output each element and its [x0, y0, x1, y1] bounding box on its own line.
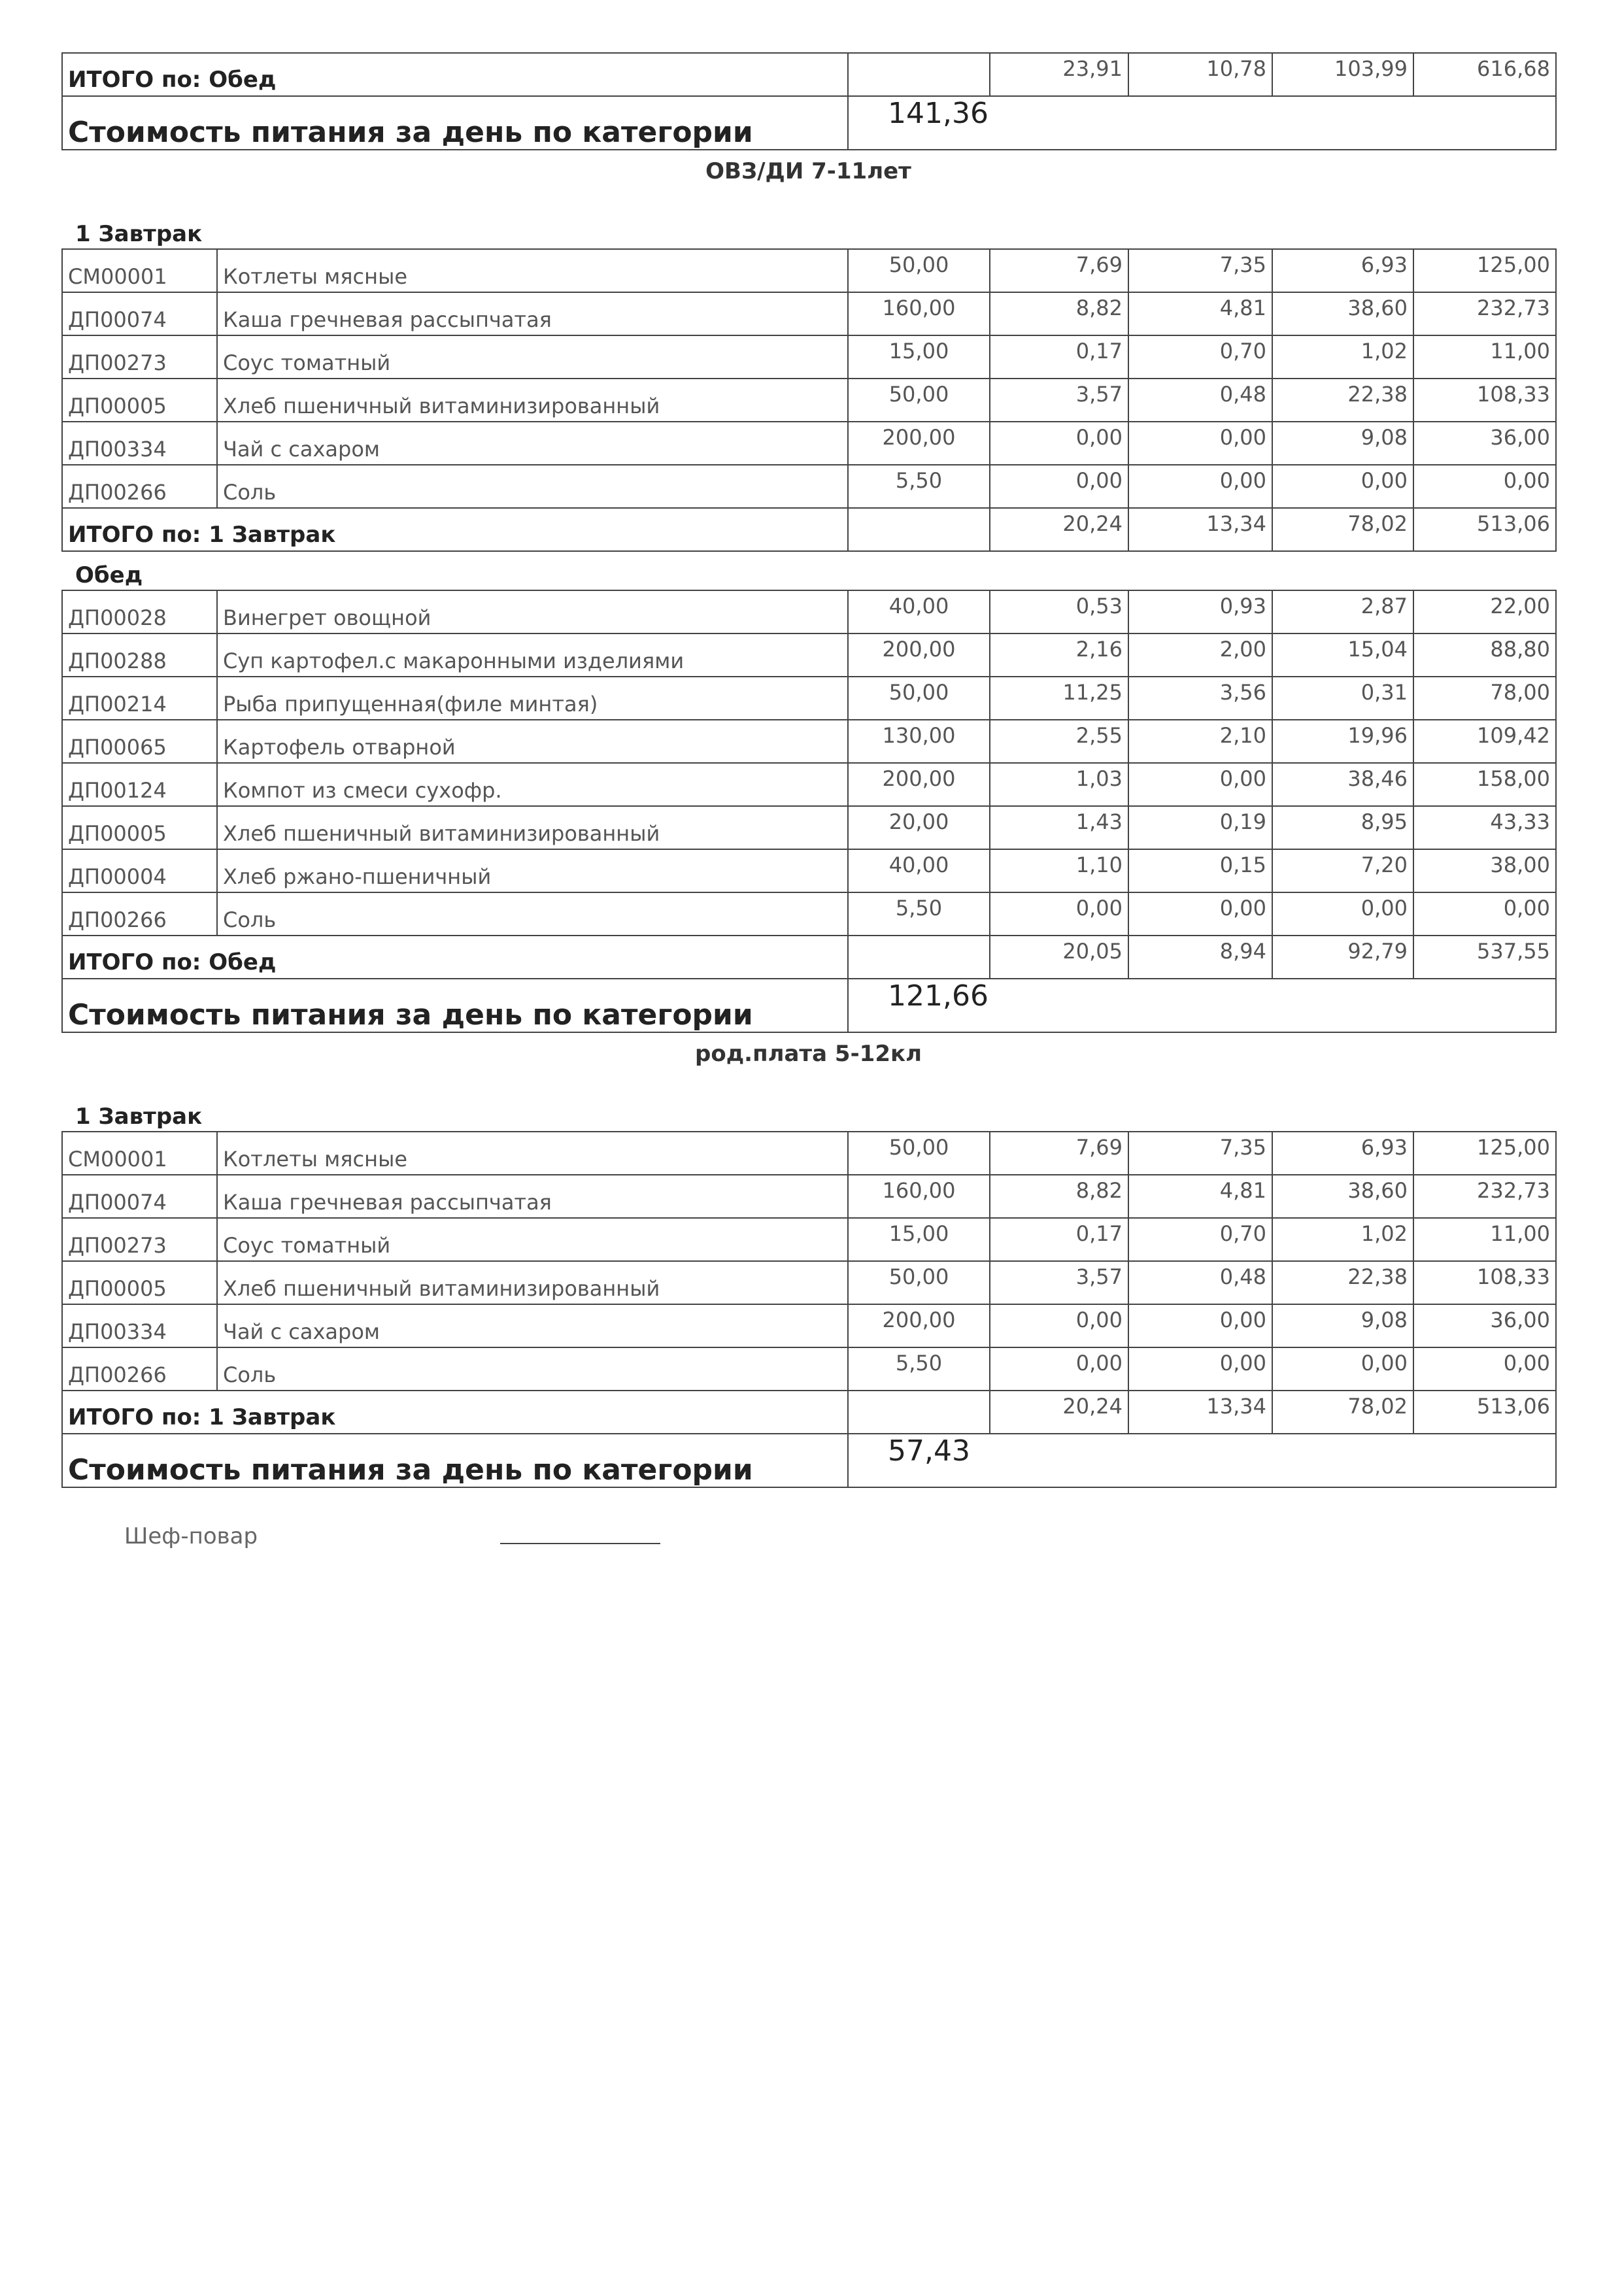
- item-name: Чай с сахаром: [217, 422, 848, 465]
- item-qty: 5,50: [848, 465, 990, 508]
- sections: [61, 158, 1555, 1488]
- menu-table: [61, 1093, 1557, 1488]
- item-qty: 50,00: [848, 677, 990, 720]
- table-row: [62, 633, 1556, 677]
- cost-row: [62, 96, 1556, 150]
- total-row: [62, 936, 1556, 979]
- total-value: 103,99: [1272, 53, 1413, 96]
- item-name: Котлеты мясные: [217, 249, 848, 292]
- item-value: 0,00: [990, 1304, 1128, 1347]
- table-row: [62, 1304, 1556, 1347]
- item-qty: 50,00: [848, 1132, 990, 1175]
- meal-header-row: [62, 1093, 1556, 1132]
- item-value: 8,82: [990, 292, 1128, 335]
- total-value: 78,02: [1272, 1391, 1413, 1434]
- signature-label: Шеф-повар: [124, 1523, 258, 1549]
- item-name: Картофель отварной: [217, 720, 848, 763]
- item-value: 1,02: [1272, 335, 1413, 379]
- item-value: 232,73: [1413, 292, 1556, 335]
- table-row: [62, 1132, 1556, 1175]
- item-name: Соль: [217, 1347, 848, 1391]
- total-value: 13,34: [1128, 1391, 1272, 1434]
- item-value: 2,87: [1272, 590, 1413, 633]
- item-value: 0,00: [990, 422, 1128, 465]
- item-value: 3,57: [990, 379, 1128, 422]
- total-value: 513,06: [1413, 508, 1556, 551]
- item-value: 2,10: [1128, 720, 1272, 763]
- table-row: [62, 379, 1556, 422]
- total-row: [62, 53, 1556, 96]
- item-value: 2,55: [990, 720, 1128, 763]
- item-value: 0,00: [1272, 892, 1413, 936]
- item-qty: 50,00: [848, 249, 990, 292]
- item-value: 0,00: [1272, 1347, 1413, 1391]
- item-value: 22,38: [1272, 379, 1413, 422]
- item-value: 88,80: [1413, 633, 1556, 677]
- item-name: Соус томатный: [217, 1218, 848, 1261]
- item-value: 7,35: [1128, 1132, 1272, 1175]
- item-name: Чай с сахаром: [217, 1304, 848, 1347]
- item-qty: 200,00: [848, 422, 990, 465]
- total-label: ИТОГО по: 1 Завтрак: [62, 1391, 848, 1434]
- meal-header-row: [62, 211, 1556, 249]
- total-row: [62, 508, 1556, 551]
- item-value: 1,03: [990, 763, 1128, 806]
- item-name: Соль: [217, 465, 848, 508]
- total-value: 537,55: [1413, 936, 1556, 979]
- item-name: Каша гречневая рассыпчатая: [217, 292, 848, 335]
- item-qty: 20,00: [848, 806, 990, 849]
- item-qty: 50,00: [848, 379, 990, 422]
- item-qty: 40,00: [848, 590, 990, 633]
- item-value: 1,10: [990, 849, 1128, 892]
- item-qty: 160,00: [848, 292, 990, 335]
- item-name: Каша гречневая рассыпчатая: [217, 1175, 848, 1218]
- item-value: 38,60: [1272, 292, 1413, 335]
- item-code: СМ00001: [62, 1132, 217, 1175]
- item-code: ДП00005: [62, 806, 217, 849]
- item-qty: 5,50: [848, 892, 990, 936]
- item-value: 0,93: [1128, 590, 1272, 633]
- item-value: 11,00: [1413, 335, 1556, 379]
- item-value: 7,69: [990, 1132, 1128, 1175]
- item-value: 8,95: [1272, 806, 1413, 849]
- item-qty: 5,50: [848, 1347, 990, 1391]
- item-value: 36,00: [1413, 422, 1556, 465]
- table-row: [62, 720, 1556, 763]
- item-code: ДП00266: [62, 892, 217, 936]
- total-value: 92,79: [1272, 936, 1413, 979]
- total-label: ИТОГО по: 1 Завтрак: [62, 508, 848, 551]
- item-value: 0,00: [990, 465, 1128, 508]
- total-value: 78,02: [1272, 508, 1413, 551]
- item-value: 6,93: [1272, 1132, 1413, 1175]
- item-code: ДП00214: [62, 677, 217, 720]
- item-value: 7,35: [1128, 249, 1272, 292]
- total-value: 23,91: [990, 53, 1128, 96]
- item-qty: 200,00: [848, 633, 990, 677]
- item-value: 43,33: [1413, 806, 1556, 849]
- table-row: [62, 806, 1556, 849]
- item-value: 0,70: [1128, 1218, 1272, 1261]
- item-value: 125,00: [1413, 1132, 1556, 1175]
- item-value: 1,43: [990, 806, 1128, 849]
- item-name: Суп картофел.с макаронными изделиями: [217, 633, 848, 677]
- table-row: [62, 249, 1556, 292]
- item-value: 0,19: [1128, 806, 1272, 849]
- item-value: 6,93: [1272, 249, 1413, 292]
- cost-value: 57,43: [848, 1434, 1556, 1487]
- item-qty: 130,00: [848, 720, 990, 763]
- item-value: 7,20: [1272, 849, 1413, 892]
- item-value: 9,08: [1272, 422, 1413, 465]
- total-value: 8,94: [1128, 936, 1272, 979]
- item-value: 0,00: [990, 1347, 1128, 1391]
- item-name: Соль: [217, 892, 848, 936]
- item-name: Соус томатный: [217, 335, 848, 379]
- item-value: 0,70: [1128, 335, 1272, 379]
- item-value: 0,17: [990, 335, 1128, 379]
- item-value: 7,69: [990, 249, 1128, 292]
- meal-title: 1 Завтрак: [75, 1104, 203, 1130]
- table-row: [62, 422, 1556, 465]
- total-label: ИТОГО по: Обед: [62, 53, 848, 96]
- item-value: 4,81: [1128, 292, 1272, 335]
- item-name: Хлеб пшеничный витаминизированный: [217, 806, 848, 849]
- item-code: ДП00334: [62, 422, 217, 465]
- item-value: 38,46: [1272, 763, 1413, 806]
- menu-table: [61, 211, 1557, 1033]
- cost-value: 141,36: [848, 96, 1556, 150]
- item-value: 109,42: [1413, 720, 1556, 763]
- total-row: [62, 1391, 1556, 1434]
- item-code: ДП00065: [62, 720, 217, 763]
- item-qty: 15,00: [848, 1218, 990, 1261]
- total-value: 13,34: [1128, 508, 1272, 551]
- total-value: 616,68: [1413, 53, 1556, 96]
- item-code: ДП00266: [62, 465, 217, 508]
- item-qty: 40,00: [848, 849, 990, 892]
- item-value: 22,38: [1272, 1261, 1413, 1304]
- item-value: 22,00: [1413, 590, 1556, 633]
- item-code: ДП00124: [62, 763, 217, 806]
- item-value: 0,31: [1272, 677, 1413, 720]
- item-name: Хлеб пшеничный витаминизированный: [217, 1261, 848, 1304]
- item-value: 0,48: [1128, 1261, 1272, 1304]
- item-value: 78,00: [1413, 677, 1556, 720]
- item-value: 0,00: [1128, 763, 1272, 806]
- table-row: [62, 1218, 1556, 1261]
- item-value: 0,00: [1413, 1347, 1556, 1391]
- table-row: [62, 763, 1556, 806]
- item-code: ДП00005: [62, 1261, 217, 1304]
- item-value: 125,00: [1413, 249, 1556, 292]
- item-code: ДП00334: [62, 1304, 217, 1347]
- table-row: [62, 590, 1556, 633]
- category-title: род.плата 5-12кл: [695, 1041, 922, 1067]
- item-value: 0,00: [1128, 1304, 1272, 1347]
- item-value: 0,00: [1128, 422, 1272, 465]
- cost-row: [62, 979, 1556, 1032]
- category-title: ОВЗ/ДИ 7-11лет: [705, 158, 911, 184]
- item-name: Винегрет овощной: [217, 590, 848, 633]
- item-value: 9,08: [1272, 1304, 1413, 1347]
- item-name: Котлеты мясные: [217, 1132, 848, 1175]
- item-value: 0,17: [990, 1218, 1128, 1261]
- table-row: [62, 1261, 1556, 1304]
- item-code: ДП00273: [62, 335, 217, 379]
- total-label: ИТОГО по: Обед: [62, 936, 848, 979]
- total-value: 20,24: [990, 1391, 1128, 1434]
- item-value: 15,04: [1272, 633, 1413, 677]
- item-value: 158,00: [1413, 763, 1556, 806]
- item-value: 3,57: [990, 1261, 1128, 1304]
- table-row: [62, 465, 1556, 508]
- item-value: 2,00: [1128, 633, 1272, 677]
- item-code: ДП00005: [62, 379, 217, 422]
- item-value: 4,81: [1128, 1175, 1272, 1218]
- item-name: Хлеб пшеничный витаминизированный: [217, 379, 848, 422]
- item-code: ДП00074: [62, 292, 217, 335]
- item-value: 0,00: [1413, 892, 1556, 936]
- total-value: 20,05: [990, 936, 1128, 979]
- menu-document: [61, 52, 1555, 1488]
- cost-label: Стоимость питания за день по категории: [62, 96, 848, 150]
- table-row: [62, 849, 1556, 892]
- item-name: Рыба припущенная(филе минтая): [217, 677, 848, 720]
- item-value: 0,53: [990, 590, 1128, 633]
- item-code: ДП00266: [62, 1347, 217, 1391]
- total-value: 513,06: [1413, 1391, 1556, 1434]
- item-value: 0,00: [1128, 892, 1272, 936]
- signature-line: [500, 1543, 660, 1544]
- item-qty: 200,00: [848, 763, 990, 806]
- item-value: 19,96: [1272, 720, 1413, 763]
- total-value: 20,24: [990, 508, 1128, 551]
- item-value: 38,00: [1413, 849, 1556, 892]
- item-value: 0,00: [1128, 1347, 1272, 1391]
- cost-row: [62, 1434, 1556, 1487]
- item-qty: 200,00: [848, 1304, 990, 1347]
- table-row: [62, 677, 1556, 720]
- meal-title: 1 Завтрак: [75, 221, 203, 247]
- table-row: [62, 1175, 1556, 1218]
- item-name: Хлеб ржано-пшеничный: [217, 849, 848, 892]
- item-code: ДП00004: [62, 849, 217, 892]
- item-value: 36,00: [1413, 1304, 1556, 1347]
- cost-value: 121,66: [848, 979, 1556, 1032]
- item-qty: 160,00: [848, 1175, 990, 1218]
- item-value: 0,15: [1128, 849, 1272, 892]
- item-value: 0,00: [990, 892, 1128, 936]
- table-row: [62, 892, 1556, 936]
- cost-label: Стоимость питания за день по категории: [62, 979, 848, 1032]
- item-code: ДП00074: [62, 1175, 217, 1218]
- item-value: 11,25: [990, 677, 1128, 720]
- item-code: ДП00288: [62, 633, 217, 677]
- item-value: 0,00: [1128, 465, 1272, 508]
- item-code: СМ00001: [62, 249, 217, 292]
- item-value: 0,00: [1413, 465, 1556, 508]
- item-value: 232,73: [1413, 1175, 1556, 1218]
- item-value: 8,82: [990, 1175, 1128, 1218]
- item-value: 2,16: [990, 633, 1128, 677]
- item-value: 3,56: [1128, 677, 1272, 720]
- item-name: Компот из смеси сухофр.: [217, 763, 848, 806]
- item-value: 108,33: [1413, 379, 1556, 422]
- item-code: ДП00028: [62, 590, 217, 633]
- total-value: 10,78: [1128, 53, 1272, 96]
- meal-title: Обед: [75, 562, 143, 588]
- item-value: 11,00: [1413, 1218, 1556, 1261]
- item-qty: 15,00: [848, 335, 990, 379]
- item-value: 0,48: [1128, 379, 1272, 422]
- item-value: 1,02: [1272, 1218, 1413, 1261]
- item-value: 0,00: [1272, 465, 1413, 508]
- item-qty: 50,00: [848, 1261, 990, 1304]
- meal-header-row: [62, 551, 1556, 590]
- item-code: ДП00273: [62, 1218, 217, 1261]
- cost-label: Стоимость питания за день по категории: [62, 1434, 848, 1487]
- table-row: [62, 335, 1556, 379]
- top-fragment-table: [61, 52, 1557, 150]
- table-row: [62, 292, 1556, 335]
- item-value: 38,60: [1272, 1175, 1413, 1218]
- table-row: [62, 1347, 1556, 1391]
- item-value: 108,33: [1413, 1261, 1556, 1304]
